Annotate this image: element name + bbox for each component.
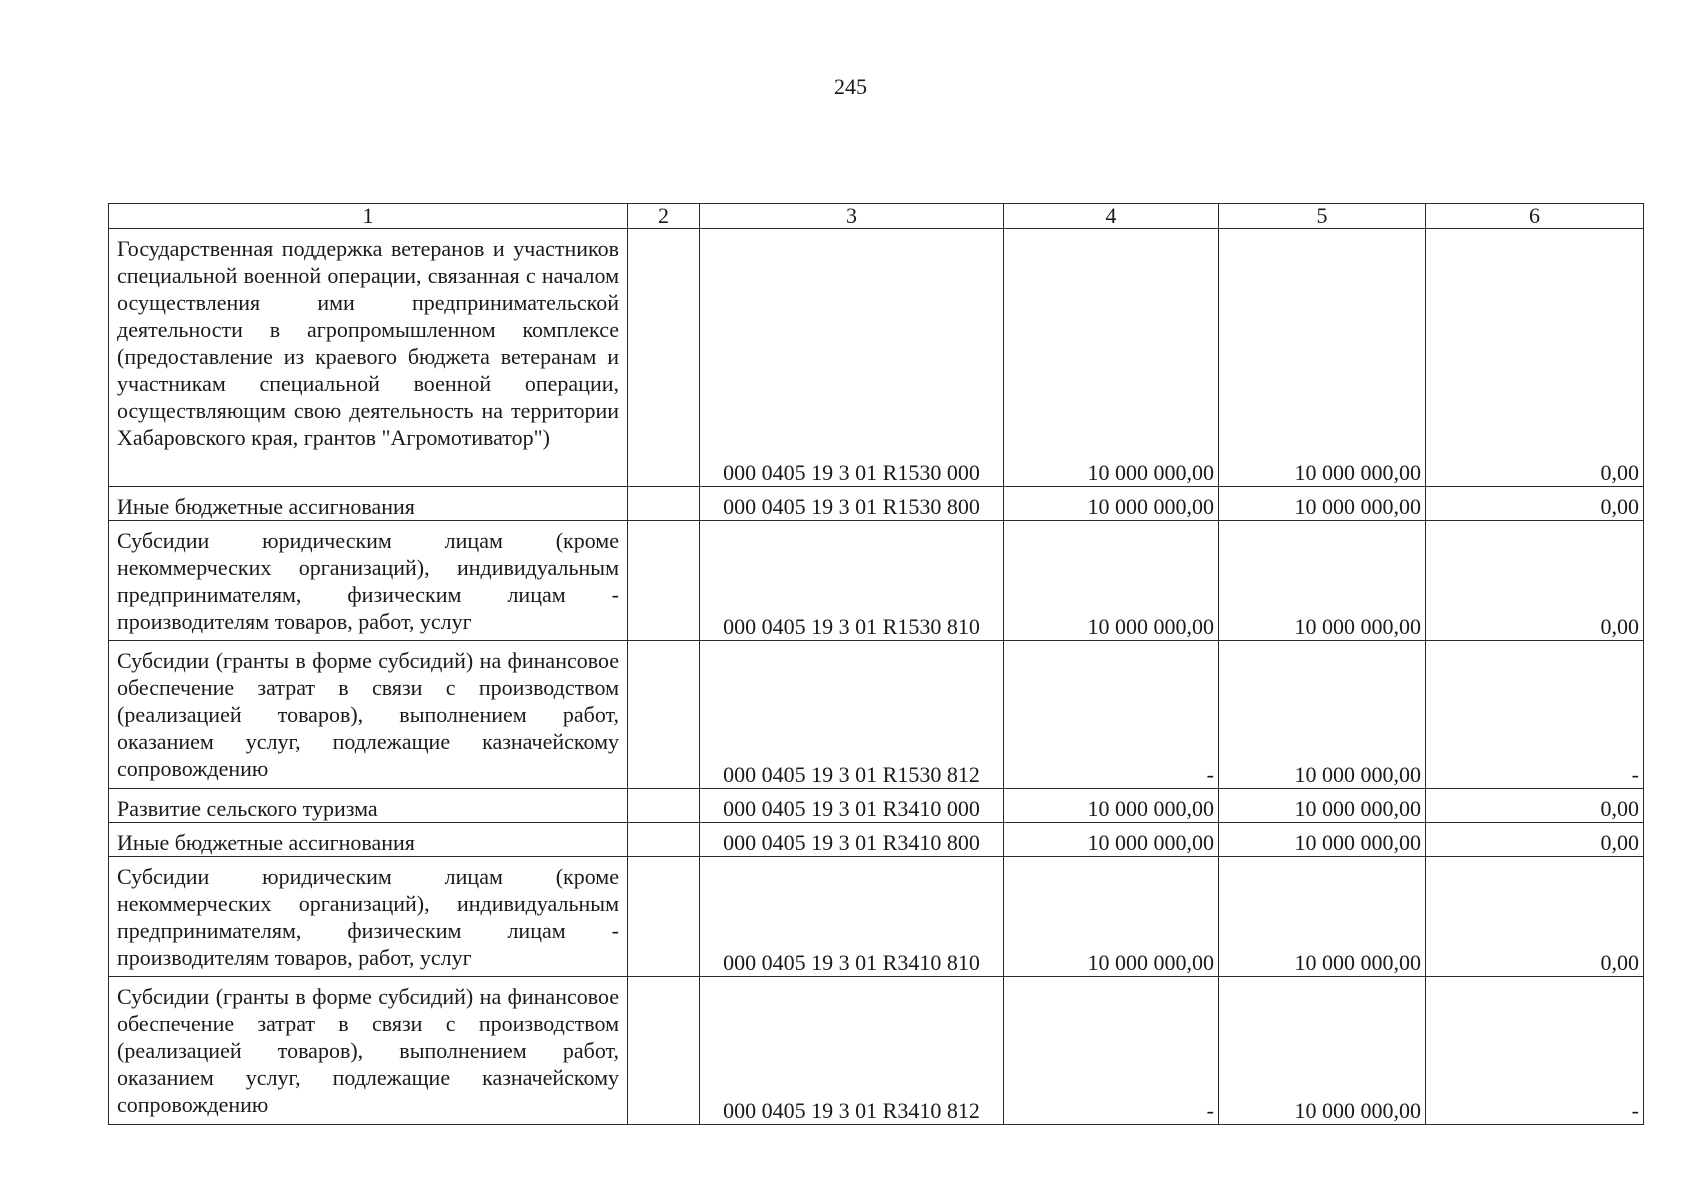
row-col2 — [628, 641, 700, 789]
row-col5: 10 000 000,00 — [1219, 977, 1426, 1125]
row-col4: 10 000 000,00 — [1004, 487, 1219, 521]
row-code: 000 0405 19 3 01 R3410 812 — [700, 977, 1004, 1125]
column-number: 1 — [109, 204, 628, 229]
row-col6: 0,00 — [1426, 521, 1644, 641]
row-col2 — [628, 487, 700, 521]
row-col5: 10 000 000,00 — [1219, 789, 1426, 823]
row-col2 — [628, 823, 700, 857]
column-number: 6 — [1426, 204, 1644, 229]
row-col4: 10 000 000,00 — [1004, 521, 1219, 641]
row-name: Субсидии (гранты в форме субсидий) на финансовое обеспечение затрат в связи с производством (реализацией товаров), выполнением работ, оказанием услуг, подлежащие казначейскому сопровождению — [109, 977, 628, 1125]
row-col2 — [628, 789, 700, 823]
table-row — [109, 521, 1644, 641]
row-code: 000 0405 19 3 01 R1530 000 — [700, 229, 1004, 487]
row-col2 — [628, 977, 700, 1125]
column-number: 4 — [1004, 204, 1219, 229]
row-col5: 10 000 000,00 — [1219, 857, 1426, 977]
page-number: 245 — [834, 74, 867, 99]
row-col6: 0,00 — [1426, 229, 1644, 487]
row-name: Развитие сельского туризма — [109, 789, 628, 823]
column-number: 5 — [1219, 204, 1426, 229]
row-col6: 0,00 — [1426, 823, 1644, 857]
row-col5: 10 000 000,00 — [1219, 823, 1426, 857]
row-col4: - — [1004, 641, 1219, 789]
row-col5: 10 000 000,00 — [1219, 487, 1426, 521]
row-col4: 10 000 000,00 — [1004, 229, 1219, 487]
row-col4: - — [1004, 977, 1219, 1125]
table-row — [109, 641, 1644, 789]
row-col6: 0,00 — [1426, 789, 1644, 823]
table-row — [109, 229, 1644, 487]
row-col6: - — [1426, 977, 1644, 1125]
row-code: 000 0405 19 3 01 R1530 812 — [700, 641, 1004, 789]
row-code: 000 0405 19 3 01 R3410 800 — [700, 823, 1004, 857]
row-name: Иные бюджетные ассигнования — [109, 823, 628, 857]
row-col2 — [628, 229, 700, 487]
table-row — [109, 857, 1644, 977]
row-col2 — [628, 521, 700, 641]
row-col5: 10 000 000,00 — [1219, 521, 1426, 641]
column-number-row — [109, 204, 1644, 229]
budget-table — [108, 203, 1644, 1125]
row-col6: 0,00 — [1426, 487, 1644, 521]
table-row — [109, 789, 1644, 823]
table-row — [109, 823, 1644, 857]
row-col5: 10 000 000,00 — [1219, 229, 1426, 487]
row-code: 000 0405 19 3 01 R1530 800 — [700, 487, 1004, 521]
row-col6: - — [1426, 641, 1644, 789]
row-name: Субсидии (гранты в форме субсидий) на финансовое обеспечение затрат в связи с производством (реализацией товаров), выполнением работ, оказанием услуг, подлежащие казначейскому сопровождению — [109, 641, 628, 789]
table-row — [109, 977, 1644, 1125]
row-name: Субсидии юридическим лицам (кроме некоммерческих организаций), индивидуальным предпринимателям, физическим лицам - производителям товаров, работ, услуг — [109, 521, 628, 641]
row-col4: 10 000 000,00 — [1004, 857, 1219, 977]
row-name: Иные бюджетные ассигнования — [109, 487, 628, 521]
row-col6: 0,00 — [1426, 857, 1644, 977]
row-col5: 10 000 000,00 — [1219, 641, 1426, 789]
column-number: 2 — [628, 204, 700, 229]
row-code: 000 0405 19 3 01 R3410 810 — [700, 857, 1004, 977]
column-number: 3 — [700, 204, 1004, 229]
row-code: 000 0405 19 3 01 R3410 000 — [700, 789, 1004, 823]
row-col4: 10 000 000,00 — [1004, 789, 1219, 823]
row-col4: 10 000 000,00 — [1004, 823, 1219, 857]
row-name: Субсидии юридическим лицам (кроме некоммерческих организаций), индивидуальным предпринимателям, физическим лицам - производителям товаров, работ, услуг — [109, 857, 628, 977]
row-name: Государственная поддержка ветеранов и участников специальной военной операции, связанная с началом осуществления ими предпринимательской деятельности в агропромышленном комплексе (предоставление из краевого бюджета ветеранам и участникам специальной военной операции, осуществляющим свою деятельность на территории Хабаровского края, грантов "Агромотиватор") — [109, 229, 628, 487]
table-row — [109, 487, 1644, 521]
row-code: 000 0405 19 3 01 R1530 810 — [700, 521, 1004, 641]
row-col2 — [628, 857, 700, 977]
